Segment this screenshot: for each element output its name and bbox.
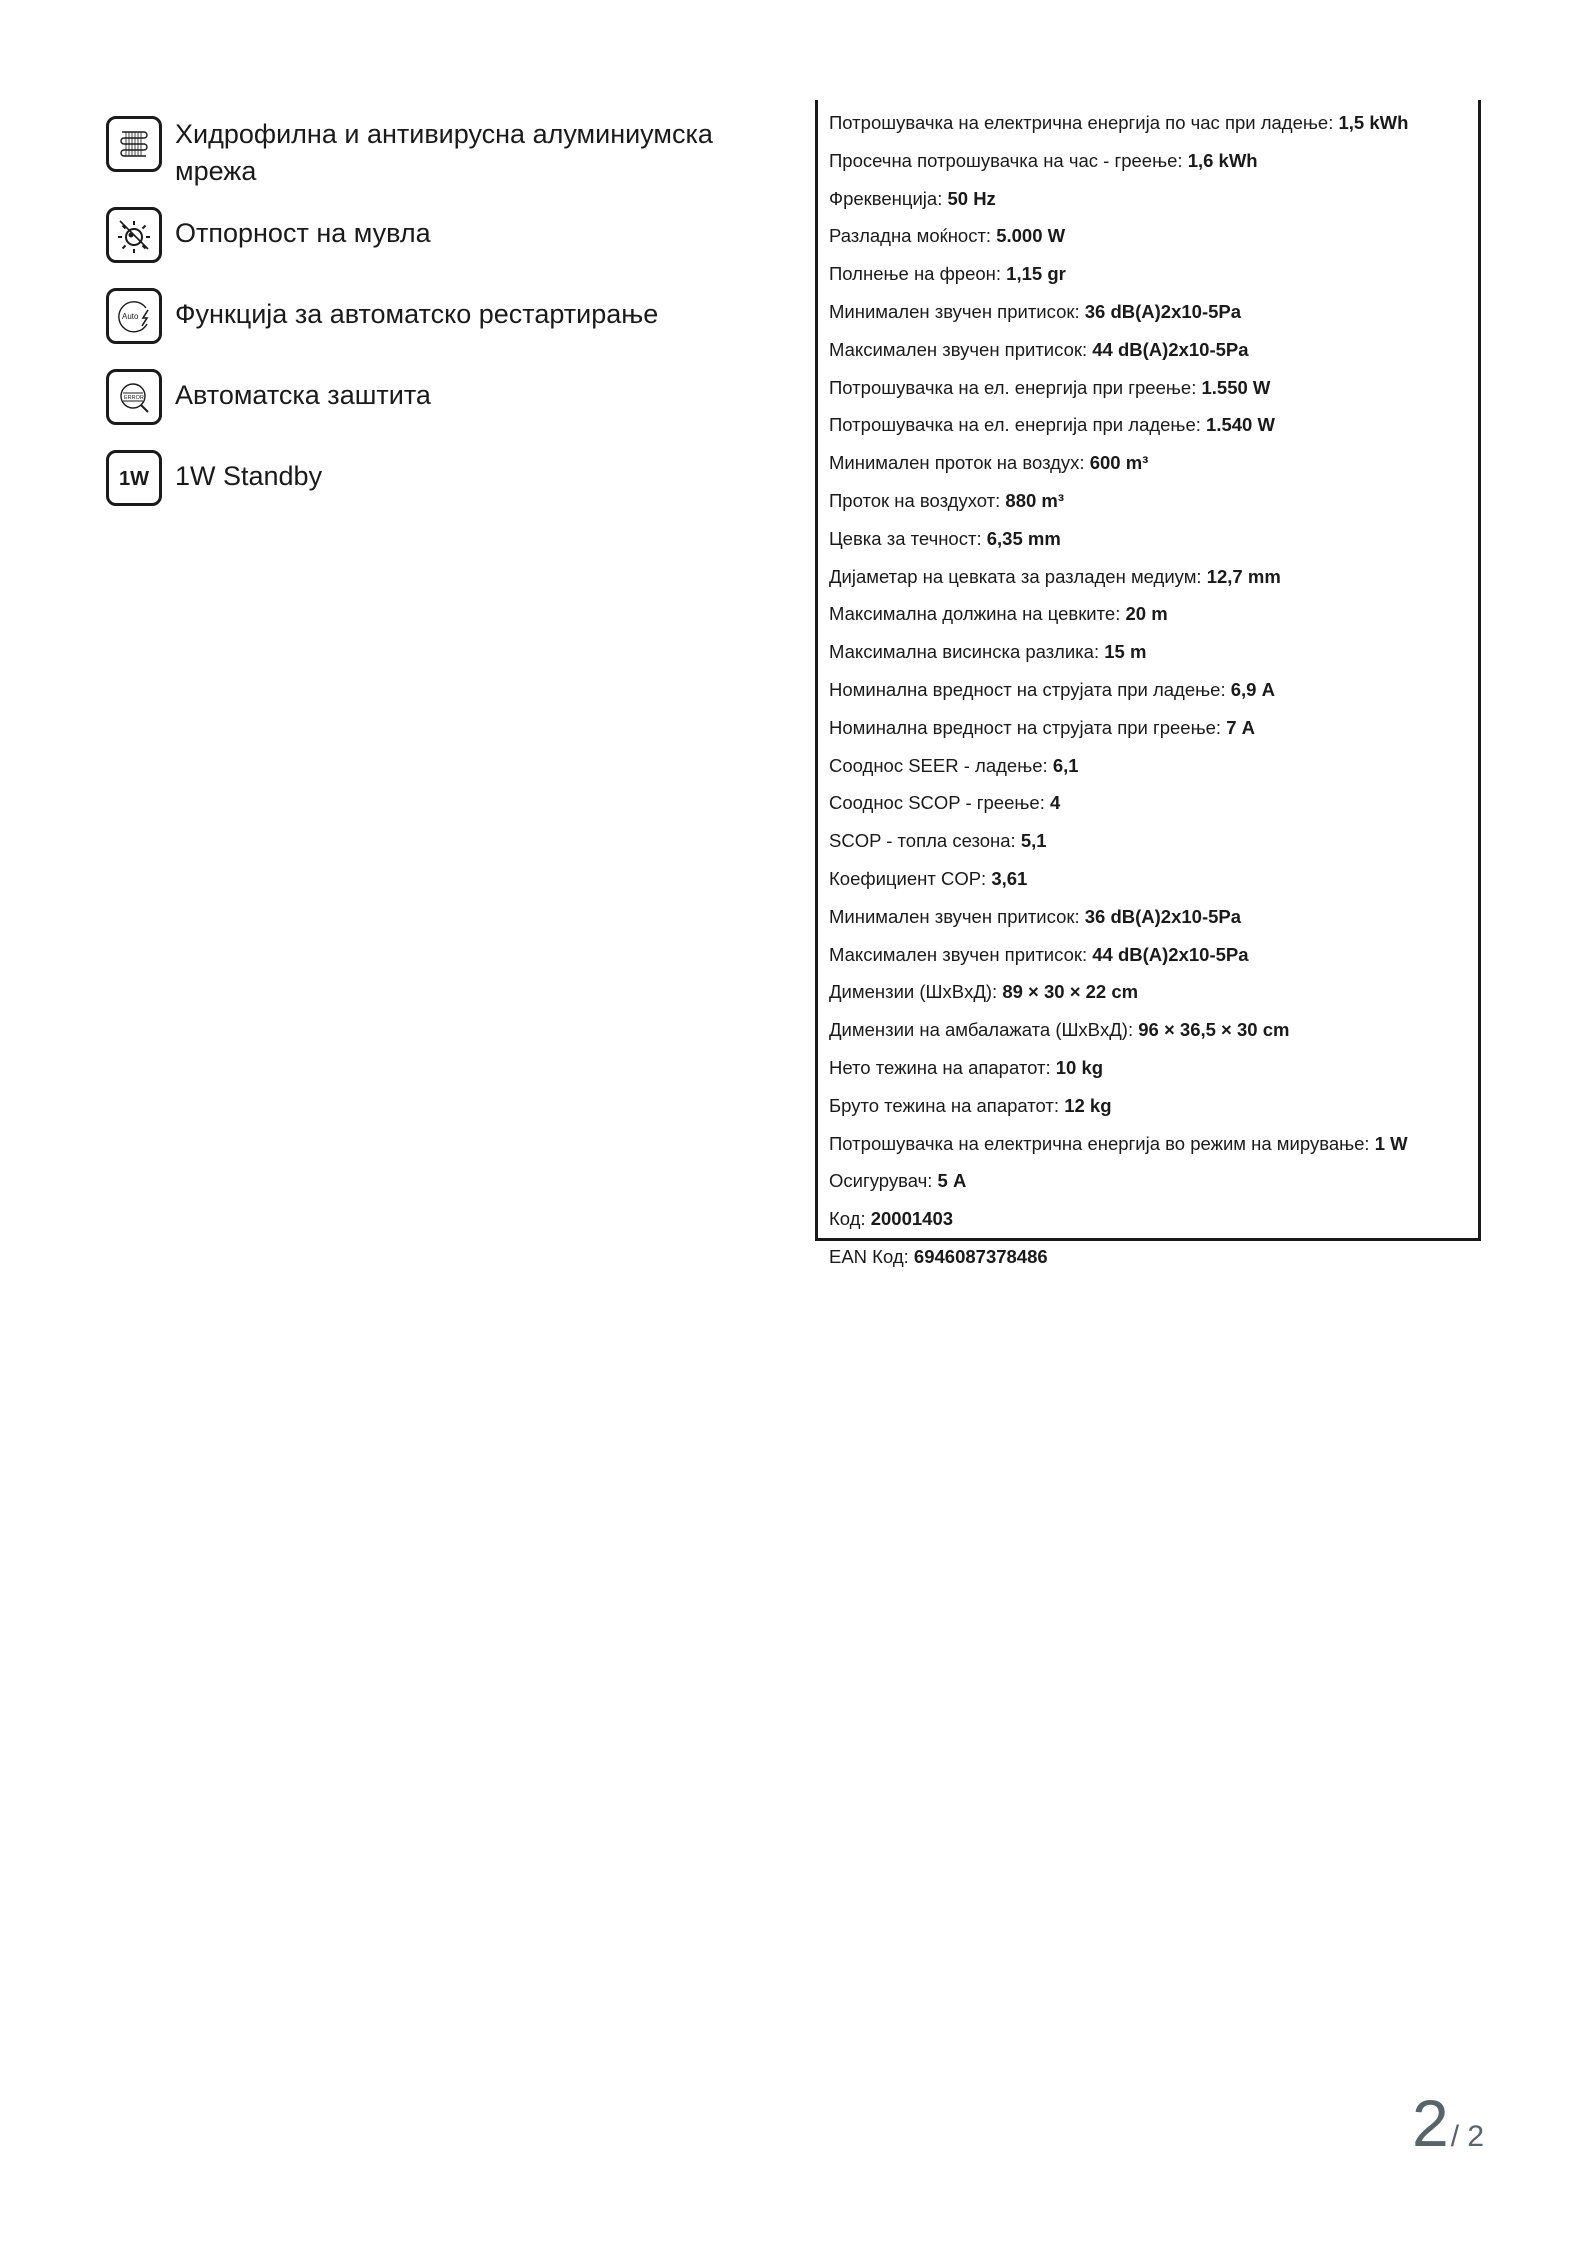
spec-row: [829, 259, 1066, 289]
spec-value: 1.540 W: [1206, 414, 1275, 436]
spec-label: Сооднос SEER - ладење:: [829, 754, 1053, 776]
spec-row: [829, 599, 1168, 629]
spec-row: [829, 108, 1408, 138]
feature-item: [106, 450, 735, 506]
spec-label: EAN Код:: [829, 1246, 914, 1267]
standby-1w-icon: [106, 450, 162, 506]
spec-label: Димензии (ШxВxД):: [829, 981, 1003, 1003]
spec-value: 1,15 gr: [1006, 263, 1066, 285]
feature-label: Отпорност на мувла: [175, 218, 431, 248]
spec-value: 1,6 kWh: [1187, 149, 1258, 171]
spec-row: [829, 751, 1079, 781]
spec-row: [829, 562, 1281, 592]
spec-row: [829, 1015, 1289, 1045]
spec-label: Минимален звучен притисок:: [829, 905, 1085, 927]
spec-row: [829, 221, 1065, 251]
spec-row: [829, 335, 1249, 365]
spec-value: 89 × 30 × 22 cm: [1002, 981, 1139, 1003]
spec-row: [829, 1166, 966, 1196]
spec-value: 36 dB(A)2x10-5Pa: [1084, 301, 1242, 322]
spec-value: 6,9 A: [1230, 679, 1275, 700]
spec-row: [829, 1129, 1408, 1159]
auto-restart-icon: [106, 288, 162, 344]
feature-label: 1W Standby: [175, 461, 323, 491]
spec-label: Дијаметар на цевката за разладен медиум:: [829, 565, 1207, 587]
spec-value: 880 m³: [1005, 490, 1065, 511]
page-number: [1412, 2085, 1484, 2161]
spec-label: Минимален проток на воздух:: [829, 452, 1090, 474]
spec-label: Код:: [829, 1208, 871, 1230]
feature-item: [106, 288, 735, 344]
auto-icon-text: Auto: [122, 312, 139, 321]
spec-value: 600 m³: [1089, 452, 1149, 474]
spec-value: 50 Hz: [947, 187, 996, 209]
spec-label: Проток на воздухот:: [829, 490, 1006, 511]
spec-row: [829, 864, 1027, 894]
spec-row: [829, 410, 1275, 440]
spec-value: 1,5 kWh: [1338, 112, 1409, 133]
spec-row: [829, 373, 1270, 403]
spec-row: [829, 637, 1146, 667]
spec-label: Номинална вредност на струјата при ладење:: [829, 679, 1231, 700]
spec-label: Потрошувачка на електрична енергија по час при ладење:: [829, 112, 1339, 133]
spec-label: Минимален звучен притисок:: [829, 301, 1085, 322]
spec-value: 5.000 W: [996, 225, 1066, 247]
spec-value: 96 × 36,5 × 30 cm: [1138, 1019, 1290, 1041]
spec-row: [829, 524, 1061, 554]
spec-label: Полнење на фреон:: [829, 263, 1007, 285]
spec-label: SCOP - топла сезона:: [829, 830, 1021, 852]
spec-value: 15 m: [1104, 641, 1147, 663]
spec-row: [829, 1091, 1112, 1121]
spec-label: Нето тежина на апаратот:: [829, 1057, 1056, 1078]
mold-resistance-icon: [106, 207, 162, 263]
spec-label: Цевка за течност:: [829, 527, 987, 549]
spec-value: 44 dB(A)2x10-5Pa: [1092, 943, 1249, 965]
page-total: / 2: [1450, 2120, 1485, 2153]
spec-label: Димензии на амбалажата (ШxВxД):: [829, 1019, 1139, 1041]
spec-value: 20 m: [1125, 603, 1168, 625]
spec-label: Коефициент COP:: [829, 868, 992, 889]
spec-row: [829, 940, 1249, 970]
spec-table: [815, 100, 1481, 1267]
spec-label: Просечна потрошувачка на час - греење:: [829, 149, 1188, 171]
feature-item: [106, 369, 735, 425]
spec-row: [829, 1242, 1048, 1272]
spec-value: 10 kg: [1055, 1057, 1104, 1078]
spec-row: [829, 675, 1275, 705]
feature-item: [106, 116, 735, 190]
spec-row: [829, 486, 1064, 516]
spec-value: 6,35 mm: [986, 527, 1061, 549]
spec-value: 6946087378486: [913, 1246, 1048, 1267]
spec-row: [829, 788, 1060, 818]
standby-icon-text: 1W: [119, 468, 149, 490]
spec-value: 12 kg: [1064, 1094, 1112, 1116]
spec-row: [829, 902, 1241, 932]
spec-row: [829, 1053, 1103, 1083]
spec-row: [829, 146, 1258, 176]
spec-value: 6,1: [1052, 754, 1079, 776]
feature-label: Автоматска заштита: [175, 380, 431, 410]
spec-value: 7 A: [1226, 716, 1255, 738]
spec-row: [829, 713, 1255, 743]
spec-label: Номинална вредност на струјата при греење:: [829, 716, 1227, 738]
spec-label: Максимален звучен притисок:: [829, 338, 1093, 360]
spec-value: 3,61: [991, 868, 1028, 889]
spec-row: [829, 448, 1148, 478]
spec-value: 36 dB(A)2x10-5Pa: [1084, 905, 1242, 927]
spec-value: 1 W: [1374, 1132, 1408, 1154]
feature-label: Функција за автоматско рестартирање: [175, 299, 659, 329]
page-current: 2: [1412, 2086, 1449, 2160]
spec-label: Разладна моќност:: [829, 225, 997, 247]
error-protection-icon: [106, 369, 162, 425]
spec-value: 4: [1049, 792, 1061, 814]
spec-row: [829, 297, 1241, 327]
spec-value: 20001403: [870, 1208, 954, 1230]
spec-value: 1.550 W: [1201, 376, 1271, 398]
spec-label: Максимална висинска разлика:: [829, 641, 1105, 663]
spec-label: Максимален звучен притисок:: [829, 943, 1093, 965]
spec-row: [829, 184, 996, 214]
spec-row: [829, 977, 1138, 1007]
spec-label: Потрошувачка на ел. енергија при греење:: [829, 376, 1202, 398]
error-icon-text: ERROR: [124, 395, 144, 401]
spec-row: [829, 1204, 953, 1234]
aluminium-mesh-icon: [106, 116, 162, 172]
spec-label: Сооднос SCOP - греење:: [829, 792, 1050, 814]
spec-label: Потрошувачка на електрична енергија во режим на мирување:: [829, 1132, 1375, 1154]
spec-row: [829, 826, 1047, 856]
spec-label: Максимална должина на цевките:: [829, 603, 1126, 625]
spec-label: Бруто тежина на апаратот:: [829, 1094, 1065, 1116]
feature-label: Хидрофилна и антивирусна алуминиумска мрежа: [175, 119, 713, 186]
spec-value: 44 dB(A)2x10-5Pa: [1092, 338, 1249, 360]
feature-item: [106, 207, 735, 263]
spec-label: Фреквенција:: [829, 187, 948, 209]
spec-value: 5,1: [1020, 830, 1047, 852]
spec-value: 12,7 mm: [1206, 565, 1281, 587]
spec-label: Потрошувачка на ел. енергија при ладење:: [829, 414, 1207, 436]
spec-label: Осигурувач:: [829, 1170, 938, 1192]
spec-value: 5 A: [937, 1170, 967, 1192]
